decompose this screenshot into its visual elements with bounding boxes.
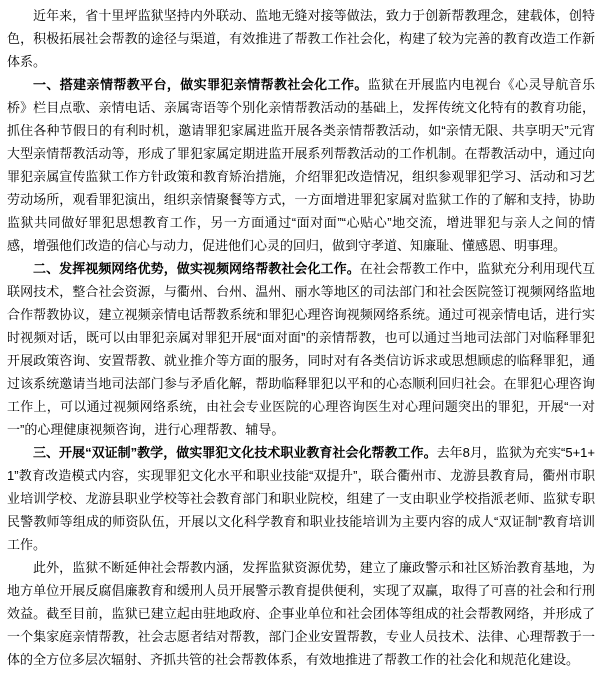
section-3-text: 去年8月，监狱为充实“5+1+1”教育改造模式内容，实现罪犯文化水平和职业技能“双提升”，联合衢州市、龙游县教育局，衢州市职业培训学校、龙游县职业学校等社会教育部门和职业院校，组建了一支由职业学校指派老师、监狱专职民警教师等组成的师资队伍，开展以文化科学教育和职业技能培训为主要内容的成人“双证制”教育培训工作。 [7, 445, 595, 552]
paragraph-closing-text: 此外，监狱不断延伸社会帮教内涵，发挥监狱资源优势，建立了廉政警示和社区矫治教育基地，为地方单位开展反腐倡廉教育和缓刑人员开展警示教育提供便利，实现了双赢，取得了可喜的社会和行刑效益。截至目前，监狱已建立起由驻地政府、企事业单位和社会团体等组成的社会帮教网络，并形成了一个集家庭亲情帮教，社会志愿者结对帮教，部门企业安置帮教，专业人员技术、法律、心理帮教于一体的全方位多层次辐射、齐抓共管的社会帮教体系，有效地推进了帮教工作的社会化和规范化建设。 [7, 560, 595, 667]
section-3-heading: 三、开展“双证制”教学，做实罪犯文化技术职业教育社会化帮教工作。 [33, 445, 437, 460]
section-1-text: 监狱在开展监内电视台《心灵导航音乐桥》栏目点歌、亲情电话、亲属寄语等个别化亲情帮教活动的基础上，发挥传统文化特有的教育功能，抓住各种节假日的有利时机，邀请罪犯家属进监开展各类亲情帮教活动，如“亲情无限、共享明天”元宵大型亲情帮教活动等，形成了罪犯家属定期进监开展系列帮教活动的工作机制。在帮教活动中，通过向罪犯亲属宣传监狱工作方针政策和教育矫治措施，介绍罪犯改造情况，组织参观罪犯学习、活动和习艺劳动场所，观看罪犯演出，组织亲情聚餐等方式，一方面增进罪犯家属对监狱工作的了解和支持，协助监狱共同做好罪犯思想教育工作，另一方面通过“面对面”“心贴心”地交流，增进罪犯与亲人之间的情感，增强他们改造的信心与动力，促进他们心灵的回归，做到守孝道、知廉耻、懂感恩、明事理。 [7, 77, 595, 253]
section-1-heading: 一、搭建亲情帮教平台，做实罪犯亲情帮教社会化工作。 [33, 77, 368, 92]
paragraph-section-1 [7, 73, 595, 257]
paragraph-section-2 [7, 257, 595, 441]
paragraph-closing [7, 556, 595, 671]
section-2-text: 在社会帮教工作中，监狱充分利用现代互联网技术，整合社会资源，与衢州、台州、温州、丽水等地区的司法部门和社会医院签订视频网络监地合作帮教协议，建立视频亲情电话帮教系统和罪犯心理咨询视频网络系统。通过可视亲情电话，进行实时视频对话，既可以由罪犯亲属对罪犯开展“面对面”的亲情帮教，也可以通过当地司法部门对临释罪犯开展政策咨询、安置帮教、就业推介等方面的服务，同时对有各类信访诉求或思想顾虑的临释罪犯，通过该系统邀请当地司法部门参与矛盾化解，帮助临释罪犯以平和的心态顺利回归社会。在罪犯心理咨询工作上，可以通过视频网络系统，由社会专业医院的心理咨询医生对心理问题突出的罪犯，开展“一对一”的心理健康视频咨询，进行心理帮教、辅导。 [7, 261, 595, 437]
paragraph-section-3 [7, 441, 595, 556]
paragraph-intro-text: 近年来，省十里坪监狱坚持内外联动、监地无缝对接等做法，致力于创新帮教理念，建载体，创特色，积极拓展社会帮教的途径与渠道，有效推进了帮教工作社会化，构建了较为完善的教育改造工作新体系。 [7, 8, 595, 69]
section-2-heading: 二、发挥视频网络优势，做实视频网络帮教社会化工作。 [33, 261, 360, 276]
paragraph-intro [7, 4, 595, 73]
